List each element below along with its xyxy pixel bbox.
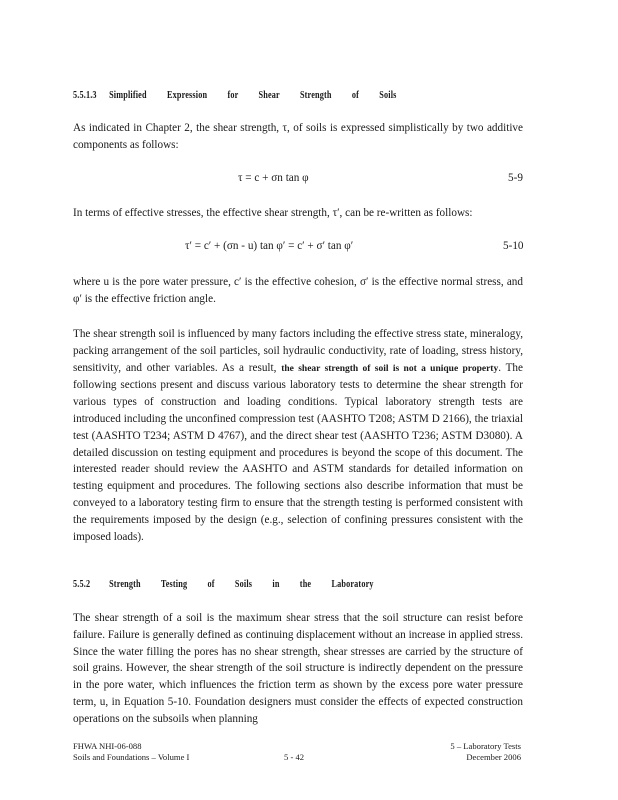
paragraph-text-end: . The following sections present and discuss various laboratory tests to determine the shear strength for various types of construction and loading conditions. Typical laboratory strength tests are introduced including the unconfined compression test (AASHTO T208; ASTM D 2166), the triaxial test (AASHTO T234; ASTM D 4767), and the direct shear test (AASHTO T236; ASTM D3080). A detailed discussion on testing equipment and procedures is beyond the scope of this document. The interested reader should review the AASHTO and ASTM standards for detailed information on testing equipment and procedures. The following sections also describe information that must be conveyed to a laboratory testing firm to ensure that the strength testing is performed consistent with the requirements imposed by the design (e.g., selection of confining pressures consistent with the imposed loads).: [73, 361, 523, 543]
section-title: Simplified Expression for Shear Strength of Soils: [109, 90, 397, 101]
paragraph-intro: As indicated in Chapter 2, the shear strength, τ, of soils is expressed simplistically by two additive components as follows:: [73, 122, 523, 151]
footer-left: [73, 741, 189, 763]
footer-date: December 2006: [466, 752, 521, 762]
emphasis-text: the shear strength of soil is not a unique property: [281, 363, 499, 374]
section-title: Strength Testing of Soils in the Laboratory: [109, 579, 374, 590]
footer-page-number: 5 - 42: [284, 752, 305, 762]
footer-manual-title: Soils and Foundations – Volume I: [73, 752, 190, 762]
paragraph-shear-strength-definition: The shear strength of a soil is the maximum shear stress that the soil structure can resist before failure. Failure is generally defined as continuing displacement without an increase in applied stress. Since the water filling the pores has no shear strength, shear stresses are carried by the structure of soil grains. However, the shear strength of the soil structure is indirectly dependent on the pressure in the pore water, which influences the friction term as shown by the excess pore water pressure term, u, in Equation 5-10. Foundation designers must consider the effects of expected construction operations on the subsoils when planning: [73, 612, 523, 725]
paragraph-shear-strength-factors: [73, 326, 523, 545]
paragraph-where: where u is the pore water pressure, c′ is the effective cohesion, σ′ is the effective normal stress, and φ′ is the effective friction angle.: [73, 276, 523, 305]
equation-number-5-10: 5-10: [503, 240, 524, 252]
footer-chapter: 5 – Laboratory Tests: [450, 741, 521, 751]
section-heading-5-5-1-3: [73, 90, 397, 101]
section-heading-5-5-2: [73, 579, 374, 590]
section-number: 5.5.2: [73, 579, 91, 590]
section-number: 5.5.1.3: [73, 90, 97, 101]
footer-report-number: FHWA NHI-06-088: [73, 741, 142, 751]
equation-number-5-9: 5-9: [508, 172, 523, 184]
paragraph-text-start: The shear strength soil is influenced by many factors including the effective stress state, mineralogy, packing arrangement of the soil particles, soil hydraulic conductivity, rate of loading, stress history, sensitivity, and other variables. As a result,: [73, 328, 523, 374]
paragraph-effective-stress: In terms of effective stresses, the effective shear strength, τ′, can be re-written as follows:: [73, 207, 473, 219]
equation-5-10: τ′ = c′ + (σn - u) tan φ′ = c′ + σ′ tan φ′: [185, 240, 354, 252]
equation-5-9: τ = c + σn tan φ: [238, 172, 309, 184]
footer-right: [441, 741, 521, 763]
